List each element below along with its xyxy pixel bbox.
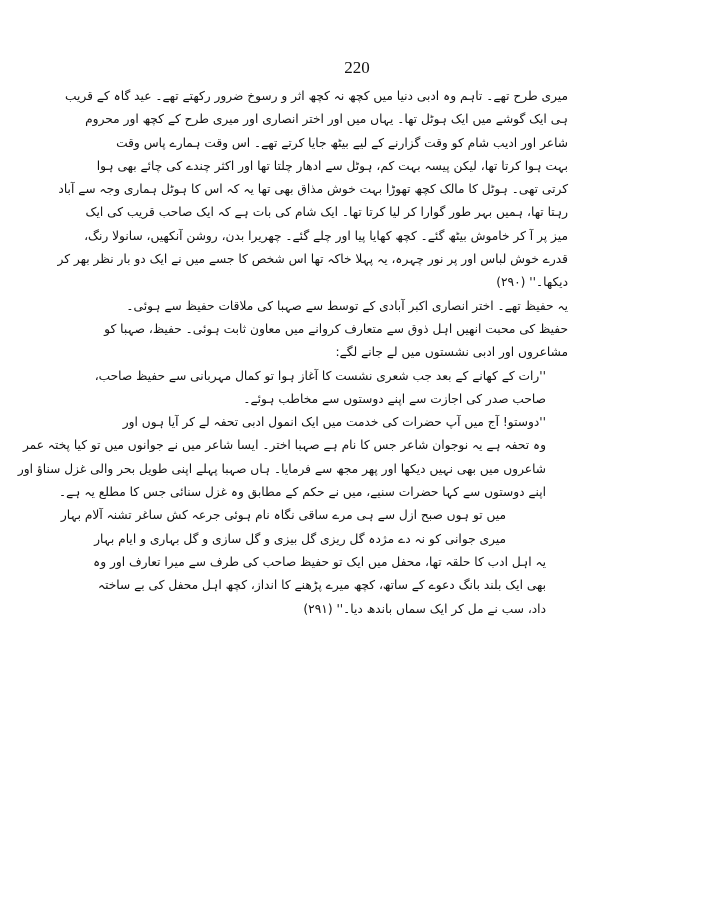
text-line: رہتا تھا، ہمیں بہر طور گوارا کر لیا کرتا تھا۔ ایک شام کی بات ہے کہ ایک صاحب قریب کی ایک [85, 205, 568, 220]
quote-line: یہ اہل ادب کا حلقہ تھا، محفل میں ایک تو حفیظ صاحب کی طرف سے میرا تعارف اور وہ [93, 554, 546, 569]
quote-line: صاحب صدر کی اجازت سے اپنے دوستوں سے مخاطب ہوئے۔ [243, 391, 546, 406]
text-line: یہ حفیظ تھے۔ اختر انصاری اکبر آبادی کے توسط سے صہبا کی ملاقات حفیظ سے ہوئی۔ [126, 298, 568, 313]
quote-line: بھی ایک بلند بانگ دعوے کے ساتھ، کچھ میرے پڑھنے کا انداز، کچھ اہل محفل کی بے ساختہ [97, 578, 546, 593]
quote-line: ''رات کے کھانے کے بعد جب شعری نشست کا آغاز ہوا تو کمال مہربانی سے حفیظ صاحب، [94, 368, 546, 383]
quote-line: شاعروں میں بھی نہیں دیکھا اور پھر مجھ سے فرمایا۔ ہاں صہبا پہلے اپنی طویل بحر والی غزل سناؤ اور [17, 461, 546, 476]
quote-line: ''دوستو! آج میں آپ حضرات کی خدمت میں ایک انمول ادبی تحفہ لے کر آیا ہوں اور [122, 415, 546, 430]
text-line: کرتی تھی۔ ہوٹل کا مالک کچھ تھوڑا بہت خوش مذاق بھی تھا یہ کہ اس کا ہوٹل ہماری وجہ سے آباد [58, 182, 568, 197]
text-line: شاعر اور ادیب شام کو وقت گزارنے کے لیے بیٹھ جایا کرتے تھے۔ اس وقت ہمارے پاس وقت [116, 135, 568, 150]
text-line: میری طرح تھے۔ تاہم وہ ادبی دنیا میں کچھ نہ کچھ اثر و رسوخ ضرور رکھتے تھے۔ عید گاہ کے قریب [64, 89, 568, 103]
page-number: 220 [344, 58, 370, 77]
text-line: مشاعروں اور ادبی نشستوں میں لے جانے لگے: [335, 345, 568, 360]
urdu-body-text [17, 85, 568, 621]
quote-line: داد، سب نے مل کر ایک سماں باندھ دیا۔'' (۲۹۱) [303, 601, 546, 616]
text-line: ہی ایک گوشے میں ایک ہوٹل تھا۔ یہاں میں اور اختر انصاری اور میری طرح کے کچھ اور محروم [85, 112, 568, 127]
text-line: حفیظ کی محبت انھیں اہل ذوق سے متعارف کروانے میں معاون ثابت ہوئی۔ حفیظ، صہبا کو [104, 321, 568, 336]
text-line: قدرے خوش لباس اور پر نور چہرہ، یہ پہلا خاکہ تھا اس شخص کا جسے میں نے ایک دو بار نظر بھر کر [57, 252, 568, 267]
verse-line: میں تو ہوں صبح ازل سے ہی مرے ساقی نگاہ نام ہوئی جرعہ کش ساغر تشنہ آلام بہار [60, 508, 506, 523]
text-line: بہت ہوا کرتا تھا، لیکن پیسہ بہت کم، ہوٹل سے ادھار چلتا تھا اور اکثر چندے کی چائے بھی ہوا [96, 158, 568, 173]
verse-line: میری جوانی کو نہ دے مژدہ گل ریزی گل بیزی و گل سازی و گل بہاری و ایام بہار [94, 531, 506, 546]
quote-line: وہ تحفہ ہے یہ نوجوان شاعر جس کا نام ہے صہبا اختر۔ ایسا شاعر میں نے جوانوں میں تو کیا پختہ عمر [22, 438, 546, 453]
quote-line: اپنے دوستوں سے کہا حضرات سنیے، میں نے حکم کے مطابق وہ غزل سنائی جس کا مطلع یہ ہے۔ [59, 485, 546, 500]
text-line: میز پر آ کر خاموش بیٹھ گئے۔ کچھ کھایا پیا اور چلے گئے۔ چھریرا بدن، روشن آنکھیں، سانولا رنگ، [84, 228, 568, 243]
text-line: دیکھا۔'' (۲۹۰) [496, 275, 568, 290]
